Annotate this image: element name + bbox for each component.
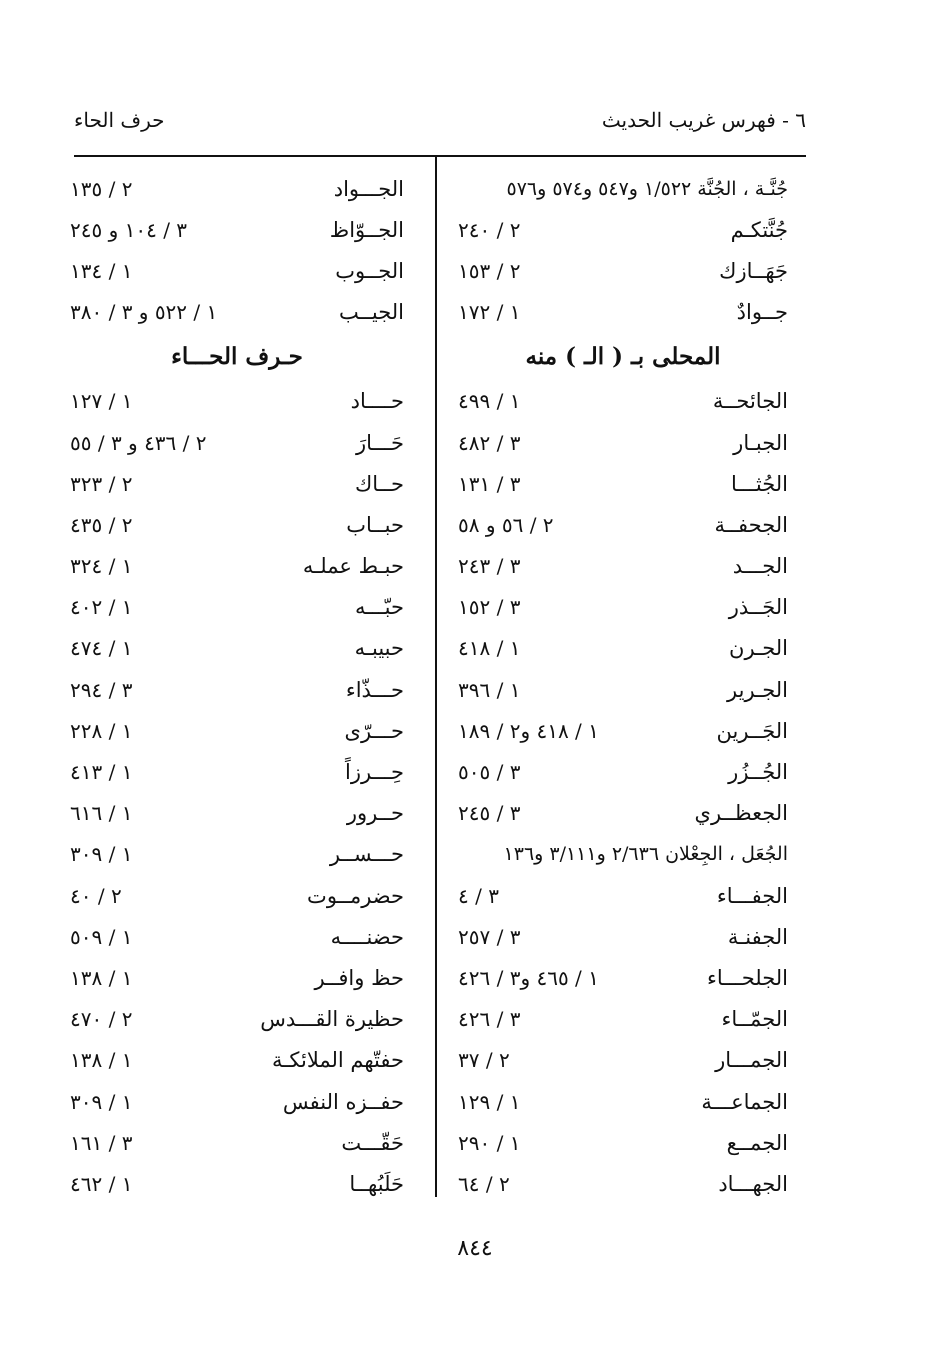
entry-reference: ١ / ١٢٩: [458, 1089, 521, 1114]
entry-word: الجُثـــا: [731, 471, 788, 496]
entry-word: حفــزه النفس: [282, 1089, 404, 1114]
entry-word: حـــســر: [329, 842, 404, 867]
entry-word: حَـــارَ: [356, 430, 404, 455]
index-entry: [458, 957, 788, 998]
entry-word: الجعظــري: [694, 801, 788, 826]
index-entry: [70, 793, 404, 834]
entry-word: حفتّهم الملائكـة: [271, 1048, 404, 1073]
entry-reference: ٣ / ٤: [458, 883, 499, 908]
entry-reference: ٣ / ٥٠٥: [458, 760, 521, 785]
index-entry: [70, 751, 404, 792]
entry-word: جــوادٌ: [736, 300, 788, 325]
index-entry: [458, 793, 788, 834]
entry-word: حبّـــه: [354, 595, 404, 620]
entry-reference: ٣ / ١٦١: [70, 1130, 133, 1155]
header-rule: [74, 155, 806, 157]
entry-word: الجَــرين: [716, 718, 788, 743]
index-entry: [458, 381, 788, 422]
index-entry: [70, 546, 404, 587]
index-entry: [70, 710, 404, 751]
entry-word: الجـرن: [729, 636, 788, 661]
entry-reference: ١ / ٤١٨ و٢ / ١٨٩: [458, 718, 599, 743]
entry-word: الجــوّاظ: [329, 217, 404, 242]
index-entry: [70, 422, 404, 463]
index-entry: [70, 957, 404, 998]
entry-word: الجيــب: [338, 300, 404, 325]
index-entry: [70, 168, 404, 209]
entry-reference: ١ / ٤٧٤: [70, 636, 133, 661]
index-entry: [458, 546, 788, 587]
entry-reference: ٢ / ٦٤: [458, 1171, 510, 1196]
index-entry: [70, 628, 404, 669]
entry-reference: ١ / ٤١٣: [70, 760, 133, 785]
index-entry: [458, 292, 788, 333]
index-entry: [70, 875, 404, 916]
index-entry: [458, 1081, 788, 1122]
index-entry: [458, 710, 788, 751]
entry-reference: ٣ / ٤٢٦: [458, 1007, 521, 1032]
entry-reference: ١ / ٤٦٥ و٣ / ٤٢٦: [458, 965, 599, 990]
index-entry: [458, 1163, 788, 1204]
index-entry: [458, 504, 788, 545]
entry-word: الجحفــة: [714, 512, 788, 537]
index-column-left: [70, 168, 404, 1205]
entry-word: حبــاب: [346, 512, 404, 537]
entry-reference: ٢ / ٥٦ و ٥٨: [458, 512, 554, 537]
running-header-section: حرف الحاء: [74, 108, 165, 132]
index-entry: [70, 1163, 404, 1204]
index-entry: [458, 422, 788, 463]
entry-word: جَهَــازك: [719, 258, 788, 283]
index-entry: [70, 669, 404, 710]
index-entry: [458, 250, 788, 291]
entry-word: الجفنـة: [727, 924, 788, 949]
entry-reference: ٢ / ٣٧: [458, 1048, 510, 1073]
entry-reference: ٣ / ٢٩٤: [70, 677, 133, 702]
entry-reference: ١ / ١٢٧: [70, 389, 133, 414]
entry-reference: ٣ / ٢٤٣: [458, 554, 521, 579]
entry-reference: ١ / ١٧٢: [458, 300, 521, 325]
entry-word: الجــوب: [335, 258, 404, 283]
entry-word: الجـــواد: [333, 176, 404, 201]
entry-word: حظ وافــر: [314, 965, 404, 990]
entry-reference: ٣ / ١٥٢: [458, 595, 521, 620]
index-entry: [70, 381, 404, 422]
entry-reference: ١ / ٣٠٩: [70, 842, 133, 867]
entry-reference: ١ / ٤٠٢: [70, 595, 133, 620]
entry-word: حــــاد: [350, 389, 404, 414]
index-entry: [70, 916, 404, 957]
entry-reference: ١ / ٦١٦: [70, 801, 133, 826]
entry-word: الجمـــار: [715, 1048, 788, 1073]
entry-reference: ١ / ٤٦٢: [70, 1171, 133, 1196]
entry-reference: ١ / ٥٢٢ و ٣ / ٣٨٠: [70, 300, 218, 325]
index-entry: [458, 916, 788, 957]
entry-reference: ١ / ٣٠٩: [70, 1089, 133, 1114]
index-entry: [458, 669, 788, 710]
entry-word: الجبـار: [733, 430, 788, 455]
index-entry: [458, 1040, 788, 1081]
entry-word: الجلحـــاء: [706, 965, 788, 990]
index-entry: جُنَّـة ، الجُنَّة ١/٥٢٢ و٥٤٧ و٥٧٤ و٥٧٦: [506, 177, 788, 200]
entry-reference: ١ / ٢٩٠: [458, 1130, 521, 1155]
index-entry: [458, 875, 788, 916]
entry-word: حبيبـه: [354, 636, 404, 661]
entry-word: الجائحــة: [712, 389, 788, 414]
entry-word: حَلَبُهــا: [349, 1171, 404, 1196]
section-heading: حـرف الحـــاء: [171, 343, 303, 371]
index-entry: [70, 1122, 404, 1163]
entry-reference: ١ / ٤٩٩: [458, 389, 521, 414]
entry-word: الجُــزُر: [728, 760, 788, 785]
entry-word: حــاك: [355, 471, 404, 496]
index-entry: [458, 751, 788, 792]
entry-reference: ٢ / ٤٣٦ و ٣ / ٥٥: [70, 430, 207, 455]
entry-reference: ١ / ١٣٨: [70, 965, 133, 990]
entry-reference: ٢ / ١٥٣: [458, 258, 521, 283]
entry-reference: ١ / ٢٢٨: [70, 718, 133, 743]
entry-word: الجـرير: [727, 677, 788, 702]
entry-reference: ١ / ١٣٨: [70, 1048, 133, 1073]
index-entry: [458, 587, 788, 628]
entry-word: الجمــع: [726, 1130, 788, 1155]
entry-word: حضرمــوت: [307, 883, 404, 908]
index-entry: [458, 999, 788, 1040]
entry-word: حــرور: [346, 801, 404, 826]
index-entry: [70, 463, 404, 504]
entry-word: حضنــــه: [330, 924, 404, 949]
entry-word: حظيرة القـــدس: [260, 1007, 404, 1032]
column-divider: [435, 157, 437, 1197]
index-entry: [458, 209, 788, 250]
running-header-title: ٦ - فهرس غريب الحديث: [601, 108, 806, 132]
entry-reference: ١ / ٤١٨: [458, 636, 521, 661]
index-entry: [70, 209, 404, 250]
entry-word: الجهـــاد: [718, 1171, 788, 1196]
index-entry: الجُعَل ، الجِعْلان ٢/٦٣٦ و٣/١١١ و١٣٦: [503, 843, 788, 866]
entry-reference: ٢ / ٤٣٥: [70, 512, 133, 537]
entry-reference: ٣ / ١٠٤ و ٢٤٥: [70, 217, 188, 242]
entry-word: الجَــذر: [728, 595, 788, 620]
entry-reference: ١ / ٥٠٩: [70, 924, 133, 949]
index-entry: [70, 1081, 404, 1122]
entry-reference: ٢ / ٣٢٣: [70, 471, 133, 496]
entry-reference: ٣ / ٤٨٢: [458, 430, 521, 455]
index-entry: [70, 250, 404, 291]
entry-word: الجفـــاء: [716, 883, 788, 908]
index-entry: [70, 999, 404, 1040]
entry-word: حـــرّى: [344, 718, 404, 743]
index-entry: [70, 292, 404, 333]
entry-reference: ١ / ٣٢٤: [70, 554, 133, 579]
entry-word: الجماعـــة: [701, 1089, 788, 1114]
entry-word: جُنَّتكـم: [730, 217, 788, 242]
entry-word: حَقّـــت: [341, 1130, 404, 1155]
entry-word: حـــذّاء: [345, 677, 404, 702]
entry-reference: ٣ / ١٣١: [458, 471, 521, 496]
index-entry: [70, 834, 404, 875]
entry-reference: ٣ / ٢٥٧: [458, 924, 521, 949]
entry-word: الجـــد: [732, 554, 788, 579]
entry-reference: ٣ / ٢٤٥: [458, 801, 521, 826]
page-number: ٨٤٤: [457, 1236, 493, 1261]
index-column-right: [458, 168, 788, 1205]
entry-word: حِـــرزاً: [344, 760, 404, 785]
entry-reference: ٢ / ١٣٥: [70, 176, 133, 201]
index-entry: [458, 1122, 788, 1163]
index-entry: [70, 587, 404, 628]
entry-reference: ١ / ٣٩٦: [458, 677, 521, 702]
entry-reference: ١ / ١٣٤: [70, 258, 133, 283]
entry-word: حبـط عملـه: [302, 554, 404, 579]
entry-reference: ٢ / ٤٧٠: [70, 1007, 133, 1032]
entry-reference: ٢ / ٤٠: [70, 883, 122, 908]
index-entry: [70, 1040, 404, 1081]
section-heading: المحلى بـ ( الـ ) منه: [525, 343, 721, 371]
index-entry: [70, 504, 404, 545]
entry-word: الجمّــاء: [721, 1007, 788, 1032]
index-entry: [458, 628, 788, 669]
index-entry: [458, 463, 788, 504]
entry-reference: ٢ / ٢٤٠: [458, 217, 521, 242]
